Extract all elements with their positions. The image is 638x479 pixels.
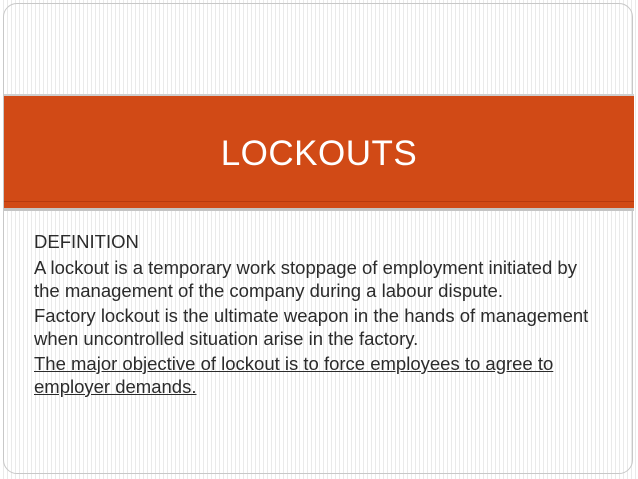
objective-paragraph: The major objective of lockout is to force employees to agree to employer demands.	[34, 353, 554, 397]
slide-body	[34, 230, 594, 400]
definition-heading: DEFINITION	[34, 231, 139, 252]
slide-title: LOCKOUTS	[220, 134, 418, 173]
banner-divider	[4, 201, 634, 202]
factory-lockout-paragraph: Factory lockout is the ultimate weapon in the hands of management when uncontrolled situation arise in the factory.	[34, 305, 589, 349]
title-banner	[4, 96, 634, 208]
definition-paragraph: A lockout is a temporary work stoppage of employment initiated by the management of the company during a labour dispute.	[34, 257, 577, 301]
